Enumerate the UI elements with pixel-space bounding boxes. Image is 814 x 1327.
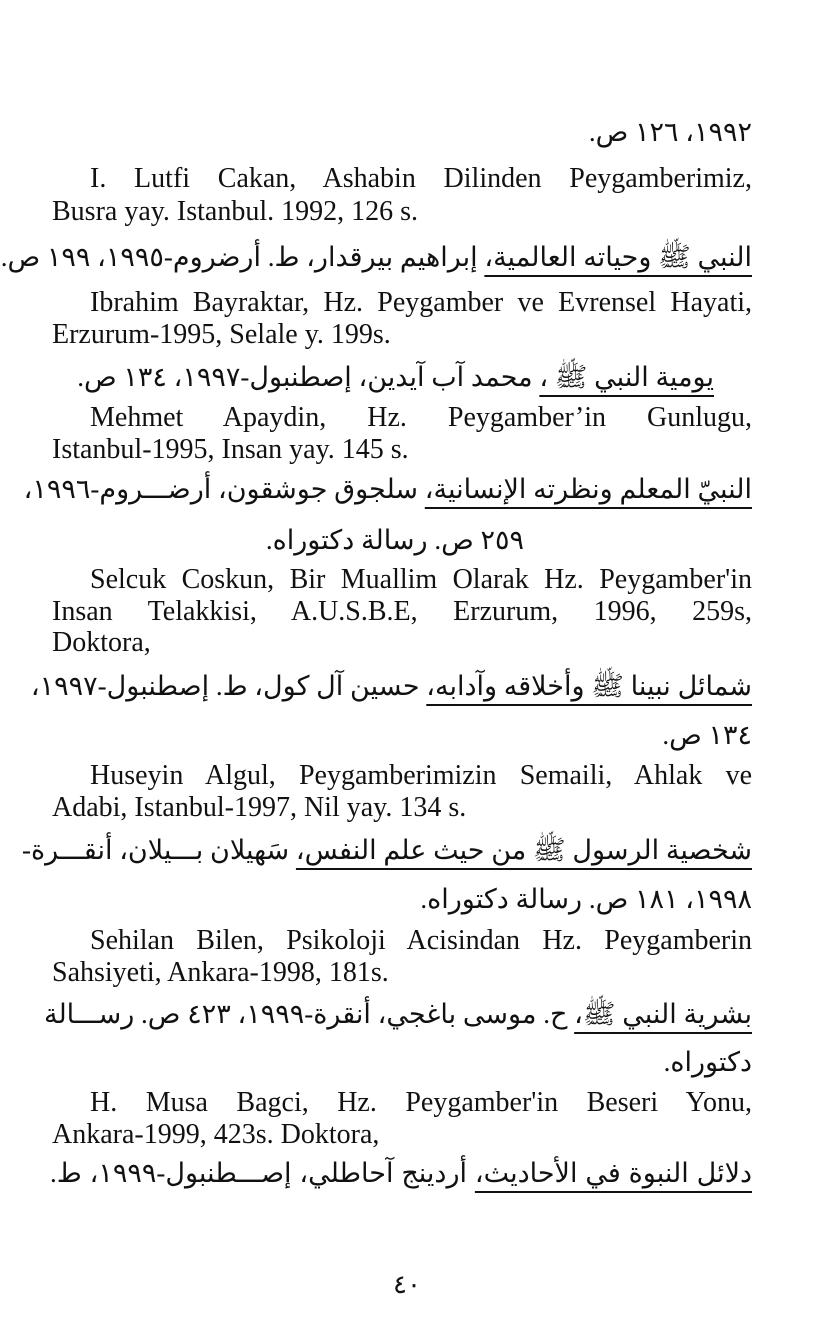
- latin-citation-text: I. Lutfi Cakan, Ashabin Dilinden Peygamberimiz,: [90, 163, 752, 194]
- latin-citation-text: Selcuk Coskun, Bir Muallim Olarak Hz. Peygamber'in: [90, 564, 752, 595]
- arabic-citation-line: [0, 240, 752, 280]
- arabic-citation-text: إبراهيم بيرقدار، ط. أرضروم-١٩٩٥، ١٩٩ ص.: [0, 242, 478, 272]
- latin-citation-line: [52, 792, 466, 824]
- latin-citation-line: [52, 596, 752, 628]
- latin-citation-text: Ibrahim Bayraktar, Hz. Peygamber ve Evrensel Hayati,: [90, 287, 752, 318]
- latin-citation-text: Insan Telakkisi, A.U.S.B.E, Erzurum, 1996, 259s,: [52, 596, 752, 627]
- arabic-citation-text: ٢٥٩ ص. رسالة دكتوراه.: [265, 525, 524, 555]
- arabic-citation-line: [664, 1047, 752, 1078]
- latin-citation-line: [90, 287, 752, 319]
- arabic-citation-line: [23, 474, 752, 505]
- arabic-title-underlined: دلائل النبوة في الأحاديث،: [474, 1158, 753, 1188]
- arabic-title-underlined: بشرية النبي ﷺ،: [574, 999, 752, 1029]
- latin-citation-text: Sahsiyeti, Ankara-1998, 181s.: [52, 957, 389, 988]
- arabic-title-underlined: النبي ﷺ وحياته العالمية،: [484, 242, 752, 272]
- latin-citation-line: [52, 434, 409, 466]
- arabic-citation-line: [50, 1158, 752, 1189]
- arabic-title-underlined: يومية النبي ﷺ ،: [539, 362, 714, 392]
- arabic-citation-text: ١٩٩٢، ١٢٦ ص.: [588, 117, 752, 147]
- arabic-citation-line: [22, 833, 752, 873]
- latin-citation-text: Doktora,: [52, 627, 151, 658]
- latin-citation-line: [52, 1119, 379, 1151]
- arabic-citation-text: دكتوراه.: [663, 1047, 752, 1077]
- latin-citation-line: [90, 760, 752, 792]
- arabic-citation-text: ١٩٩٨، ١٨١ ص. رسالة دكتوراه.: [420, 884, 752, 914]
- arabic-citation-line: [14, 360, 714, 400]
- latin-citation-text: H. Musa Bagci, Hz. Peygamber'in Beseri Yonu,: [90, 1087, 752, 1118]
- latin-citation-text: Busra yay. Istanbul. 1992, 126 s.: [52, 196, 419, 227]
- latin-citation-text: Ankara-1999, 423s. Doktora,: [52, 1119, 380, 1150]
- latin-citation-line: [90, 564, 752, 596]
- latin-citation-line: [90, 925, 752, 957]
- arabic-citation-text: سَهيلان بـــيلان، أنقـــرة-: [22, 835, 290, 865]
- latin-citation-text: Erzurum-1995, Selale y. 199s.: [52, 319, 391, 350]
- arabic-citation-text: حسين آل كول، ط. إصطنبول-١٩٩٧،: [30, 671, 420, 701]
- arabic-title-underlined: النبيّ المعلم ونظرته الإنسانية،: [424, 474, 752, 504]
- latin-citation-text: Istanbul-1995, Insan yay. 145 s.: [52, 434, 409, 465]
- arabic-title-underlined: شخصية الرسول ﷺ من حيث علم النفس،: [295, 835, 752, 865]
- latin-citation-text: Mehmet Apaydin, Hz. Peygamber’in Gunlugu,: [90, 402, 752, 433]
- latin-citation-line: [52, 957, 389, 989]
- arabic-citation-line: [420, 884, 752, 915]
- arabic-citation-text: ١٣٤ ص.: [662, 720, 752, 750]
- page-number: ٤٠: [393, 1270, 421, 1299]
- latin-citation-line: [52, 319, 391, 351]
- arabic-title-underlined: شمائل نبينا ﷺ وأخلاقه وآدابه،: [426, 671, 752, 701]
- arabic-citation-line: [589, 117, 752, 148]
- latin-citation-line: [52, 196, 418, 228]
- latin-citation-line: [90, 1087, 752, 1119]
- latin-citation-text: Adabi, Istanbul-1997, Nil yay. 134 s.: [52, 792, 467, 823]
- arabic-citation-line: [30, 669, 752, 709]
- arabic-citation-line: [266, 525, 524, 556]
- latin-citation-text: Sehilan Bilen, Psikoloji Acisindan Hz. Peygamberin: [90, 925, 752, 956]
- latin-citation-line: [90, 402, 752, 434]
- latin-citation-line: [90, 163, 752, 195]
- latin-citation-text: Huseyin Algul, Peygamberimizin Semaili, Ahlak ve: [90, 760, 752, 791]
- arabic-citation-text: أردينج آحاطلي، إصـــطنبول-١٩٩٩، ط.: [50, 1158, 467, 1188]
- arabic-citation-line: [43, 997, 752, 1037]
- arabic-citation-text: سلجوق جوشقون، أرضـــروم-١٩٩٦،: [23, 474, 419, 504]
- arabic-citation-text: ح. موسى باغجي، أنقرة-١٩٩٩، ٤٢٣ ص. رســـالة: [43, 999, 568, 1029]
- latin-citation-line: [52, 627, 151, 659]
- arabic-citation-text: محمد آب آيدين، إصطنبول-١٩٩٧، ١٣٤ ص.: [77, 362, 533, 392]
- arabic-citation-line: [662, 720, 752, 751]
